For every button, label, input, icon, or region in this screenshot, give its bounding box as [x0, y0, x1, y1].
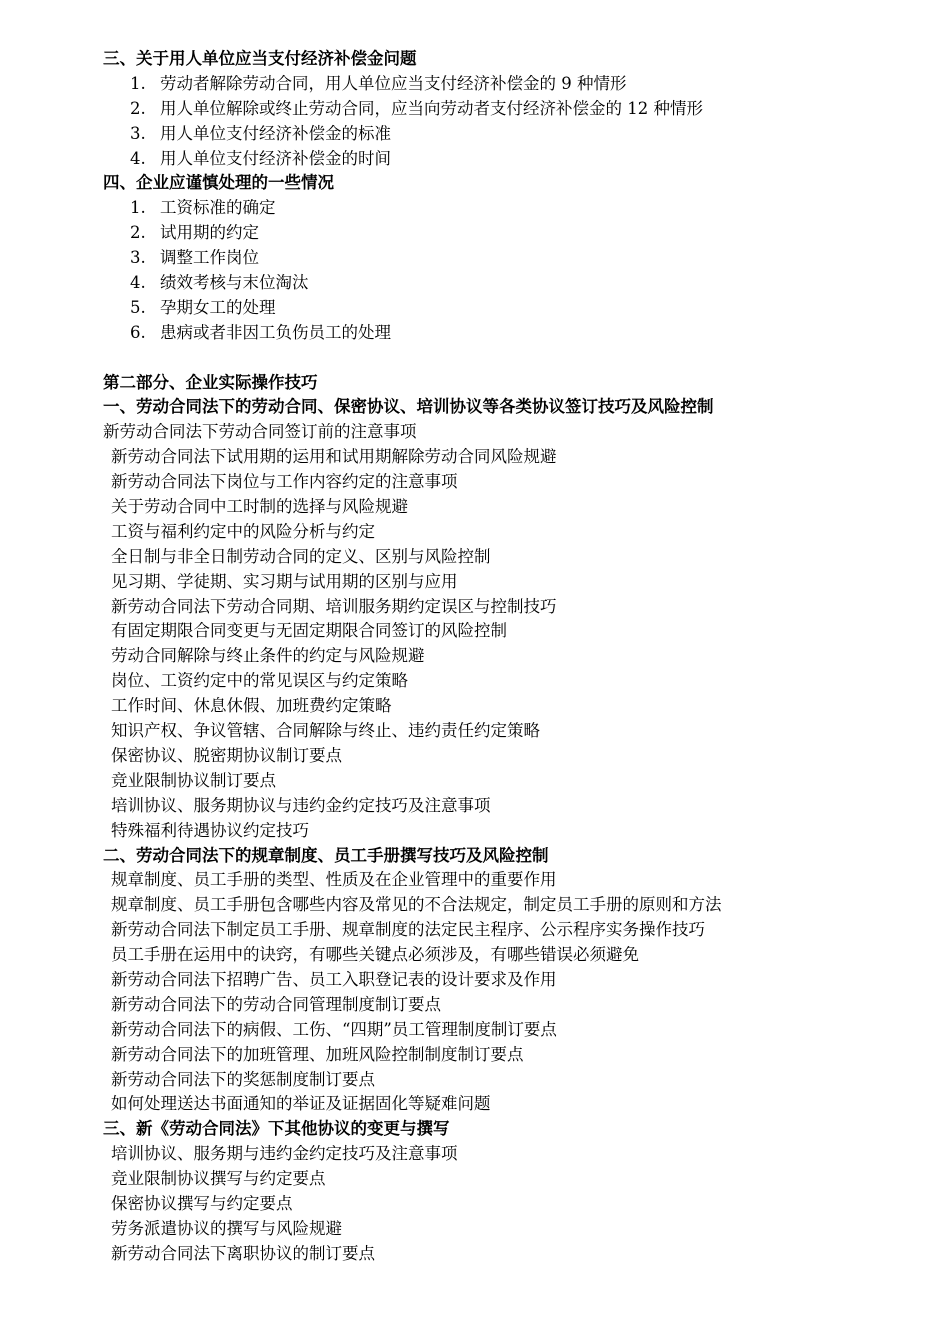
item-text: 用人单位解除或终止劳动合同，应当向劳动者支付经济补偿金的 12 种情形	[160, 98, 703, 118]
list-item: 培训协议、服务期协议与违约金约定技巧及注意事项	[111, 795, 491, 815]
list-item: 新劳动合同法下制定员工手册、规章制度的法定民主程序、公示程序实务操作技巧	[111, 920, 705, 940]
section-3-heading: 三、关于用人单位应当支付经济补偿金问题	[103, 49, 417, 68]
list-item: 工资与福利约定中的风险分析与约定	[111, 521, 375, 541]
list-item: 培训协议、服务期与违约金约定技巧及注意事项	[111, 1144, 458, 1164]
list-item: 新劳动合同法下岗位与工作内容约定的注意事项	[111, 472, 458, 492]
item-number: 3.	[130, 248, 146, 268]
part-2-section-3-heading: 三、新《劳动合同法》下其他协议的变更与撰写	[103, 1119, 450, 1139]
list-item	[0, 147, 950, 172]
list-item	[0, 221, 950, 246]
part-2-section-2-heading: 二、劳动合同法下的规章制度、员工手册撰写技巧及风险控制	[103, 845, 549, 865]
item-number: 6.	[130, 322, 146, 342]
list-item: 保密协议、脱密期协议制订要点	[111, 745, 342, 765]
section-lead-text: 新劳动合同法下劳动合同签订前的注意事项	[103, 422, 417, 442]
list-item: 规章制度、员工手册包含哪些内容及常见的不合法规定，制定员工手册的原则和方法	[111, 895, 722, 915]
list-item: 特殊福利待遇协议约定技巧	[111, 820, 309, 840]
part-2-section-1-heading: 一、劳动合同法下的劳动合同、保密协议、培训协议等各类协议签订技巧及风险控制	[103, 397, 714, 417]
item-text: 劳动者解除劳动合同，用人单位应当支付经济补偿金的 9 种情形	[160, 73, 627, 93]
list-item: 新劳动合同法下试用期的运用和试用期解除劳动合同风险规避	[111, 447, 557, 467]
item-number: 5.	[130, 297, 146, 317]
list-item: 保密协议撰写与约定要点	[111, 1193, 293, 1213]
list-item: 新劳动合同法下的劳动合同管理制度制订要点	[111, 994, 441, 1014]
item-text: 绩效考核与末位淘汰	[160, 273, 309, 293]
item-text: 用人单位支付经济补偿金的标准	[160, 123, 391, 143]
list-item	[0, 72, 950, 97]
list-item	[0, 246, 950, 271]
list-item: 知识产权、争议管辖、合同解除与终止、违约责任约定策略	[111, 721, 540, 741]
list-item: 新劳动合同法下离职协议的制订要点	[111, 1243, 375, 1263]
list-item: 新劳动合同法下的奖惩制度制订要点	[111, 1069, 375, 1089]
list-item: 竞业限制协议制订要点	[111, 770, 276, 790]
item-text: 试用期的约定	[160, 223, 259, 243]
list-item: 规章制度、员工手册的类型、性质及在企业管理中的重要作用	[111, 870, 557, 890]
list-item: 新劳动合同法下的加班管理、加班风险控制制度制订要点	[111, 1044, 524, 1064]
list-item: 新劳动合同法下招聘广告、员工入职登记表的设计要求及作用	[111, 969, 557, 989]
item-number: 3.	[130, 123, 146, 143]
part-2-heading: 第二部分、企业实际操作技巧	[103, 372, 318, 392]
list-item: 如何处理送达书面通知的举证及证据固化等疑难问题	[111, 1094, 491, 1114]
list-item: 劳动合同解除与终止条件的约定与风险规避	[111, 646, 425, 666]
item-number: 4.	[130, 273, 146, 293]
item-number: 1.	[130, 198, 146, 218]
list-item: 新劳动合同法下的病假、工伤、“四期”员工管理制度制订要点	[111, 1019, 557, 1039]
list-item: 关于劳动合同中工时制的选择与风险规避	[111, 497, 408, 517]
list-item: 新劳动合同法下劳动合同期、培训服务期约定误区与控制技巧	[111, 596, 557, 616]
list-item: 员工手册在运用中的诀窍，有哪些关键点必须涉及，有哪些错误必须避免	[111, 945, 639, 965]
list-item	[0, 196, 950, 221]
item-number: 1.	[130, 73, 146, 93]
item-text: 患病或者非因工负伤员工的处理	[160, 322, 391, 342]
list-item	[0, 97, 950, 122]
list-item	[0, 321, 950, 346]
list-item: 工作时间、休息休假、加班费约定策略	[111, 696, 392, 716]
item-text: 用人单位支付经济补偿金的时间	[160, 148, 391, 168]
document-page	[0, 47, 950, 1267]
list-item: 劳务派遣协议的撰写与风险规避	[111, 1218, 342, 1238]
list-item	[0, 122, 950, 147]
item-number: 2.	[130, 223, 146, 243]
item-number: 4.	[130, 148, 146, 168]
blank-line	[0, 346, 950, 371]
list-item: 岗位、工资约定中的常见误区与约定策略	[111, 671, 408, 691]
list-item: 竞业限制协议撰写与约定要点	[111, 1169, 326, 1189]
list-item: 有固定期限合同变更与无固定期限合同签订的风险控制	[111, 621, 507, 641]
item-text: 孕期女工的处理	[160, 297, 276, 317]
section-4-heading: 四、企业应谨慎处理的一些情况	[103, 173, 334, 193]
list-item: 见习期、学徒期、实习期与试用期的区别与应用	[111, 571, 458, 591]
list-item: 全日制与非全日制劳动合同的定义、区别与风险控制	[111, 546, 491, 566]
list-item	[0, 296, 950, 321]
list-item	[0, 271, 950, 296]
item-number: 2.	[130, 98, 146, 118]
item-text: 调整工作岗位	[160, 248, 259, 268]
item-text: 工资标准的确定	[160, 198, 276, 218]
